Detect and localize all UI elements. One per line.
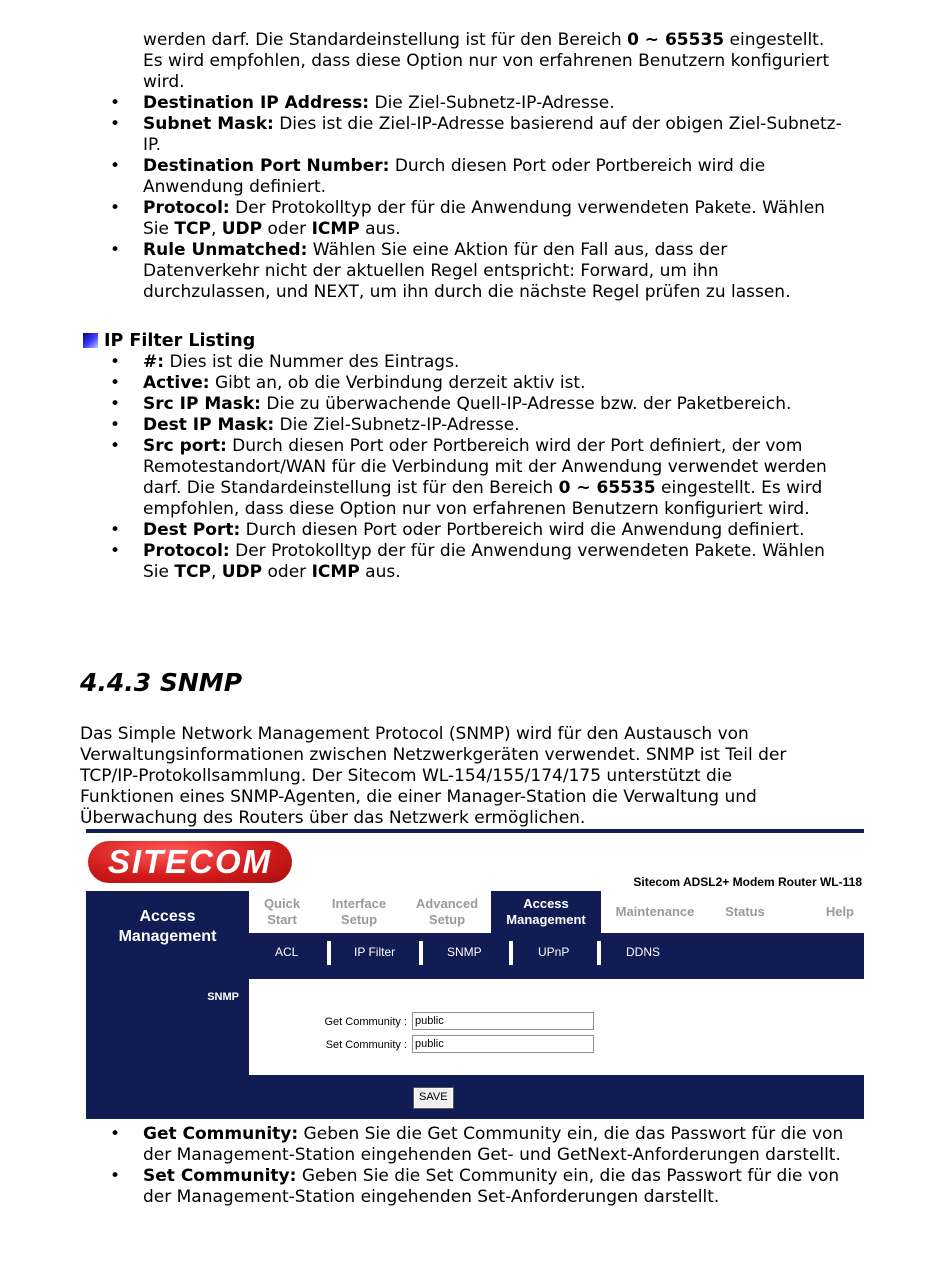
sitecom-logo: SITECOM <box>88 841 292 883</box>
list-item: Src port: Durch diesen Port oder Portbereich wird der Port definiert, der vom <box>143 436 803 456</box>
tab-status[interactable]: Status <box>725 904 765 919</box>
bullet: • <box>110 436 121 456</box>
list-item: #: Dies ist die Nummer des Eintrags. <box>143 352 460 372</box>
side-column <box>86 979 249 1119</box>
subnav-separator <box>509 941 513 965</box>
list-item-cont: Datenverkehr nicht der aktuellen Regel entspricht: Forward, um ihn <box>143 261 719 281</box>
top-rule <box>86 829 864 833</box>
bullet: • <box>110 156 121 176</box>
bullet: • <box>110 93 121 113</box>
list-item: Protocol: Der Protokolltyp der für die Anwendung verwendeten Pakete. Wählen <box>143 541 825 561</box>
list-item: Rule Unmatched: Wählen Sie eine Aktion für den Fall aus, dass der <box>143 240 728 260</box>
list-item-cont: empfohlen, dass diese Option nur von erfahrenen Benutzern konfiguriert wird. <box>143 499 810 519</box>
main-tabs <box>249 891 864 933</box>
subnav-separator <box>597 941 601 965</box>
list-item-cont: IP. <box>143 135 162 155</box>
list-item: Dest Port: Durch diesen Port oder Portbereich wird die Anwendung definiert. <box>143 520 805 540</box>
list-item: Src IP Mask: Die zu überwachende Quell-IP-Adresse bzw. der Paketbereich. <box>143 394 792 414</box>
side-label: SNMP <box>207 991 239 1003</box>
list-item: Active: Gibt an, ob die Verbindung derzeit aktiv ist. <box>143 373 586 393</box>
get-community-input[interactable] <box>412 1012 594 1030</box>
list-item-cont: darf. Die Standardeinstellung ist für den Bereich 0 ~ 65535 eingestellt. Es wird <box>143 478 823 498</box>
subnav-acl[interactable]: ACL <box>275 945 299 959</box>
subnav-snmp[interactable]: SNMP <box>447 945 482 959</box>
list-item: Destination IP Address: Die Ziel-Subnetz-IP-Adresse. <box>143 93 615 113</box>
subnav-ip-filter[interactable]: IP Filter <box>354 945 396 959</box>
sub-navigation <box>249 933 864 979</box>
list-item-cont: durchzulassen, und NEXT, um ihn durch die nächste Regel prüfen zu lassen. <box>143 282 791 302</box>
tab-quick-start[interactable]: Quick Start <box>263 896 301 927</box>
bullet: • <box>110 1124 121 1144</box>
list-item: Dest IP Mask: Die Ziel-Subnetz-IP-Adresse. <box>143 415 520 435</box>
tab-help[interactable]: Help <box>825 904 854 919</box>
list-item: Destination Port Number: Durch diesen Port oder Portbereich wird die <box>143 156 766 176</box>
bullet: • <box>110 373 121 393</box>
paragraph-line: Funktionen eines SNMP-Agenten, die einer Manager-Station die Verwaltung und <box>80 787 757 807</box>
list-item: Get Community: Geben Sie die Get Community ein, die das Passwort für die von <box>143 1124 844 1144</box>
bullet: • <box>110 415 121 435</box>
list-item-cont: Anwendung definiert. <box>143 177 327 197</box>
bullet: • <box>110 114 121 134</box>
subsection-heading: IP Filter Listing <box>104 331 256 351</box>
tab-maintenance[interactable]: Maintenance <box>615 904 695 919</box>
section-title-line: Access <box>139 908 196 925</box>
save-button[interactable]: SAVE <box>414 1088 453 1108</box>
tab-advanced-setup[interactable]: Advanced Setup <box>415 896 479 927</box>
bullet: • <box>110 541 121 561</box>
router-screenshot <box>86 829 864 1119</box>
list-item: Set Community: Geben Sie die Set Community ein, die das Passwort für die von <box>143 1166 840 1186</box>
set-community-label: Set Community : <box>325 1039 407 1051</box>
list-item-cont: Remotestandort/WAN für die Verbindung mit der Anwendung verwendet werden <box>143 457 827 477</box>
list-item: Subnet Mask: Dies ist die Ziel-IP-Adresse basierend auf der obigen Ziel-Subnetz- <box>143 114 842 134</box>
tab-interface-setup[interactable]: Interface Setup <box>331 896 387 927</box>
subnav-ddns[interactable]: DDNS <box>626 945 661 959</box>
protocol-choice-line: Sie TCP, UDP oder ICMP aus. <box>143 562 401 582</box>
model-name: Sitecom ADSL2+ Modem Router WL-118 <box>633 875 862 889</box>
protocol-choice-line: Sie TCP, UDP oder ICMP aus. <box>143 219 401 239</box>
button-bar <box>249 1075 864 1119</box>
list-item-cont: der Management-Station eingehenden Set-Anforderungen darstellt. <box>143 1187 720 1207</box>
paragraph-line: Überwachung des Routers über das Netzwerk ermöglichen. <box>80 808 586 828</box>
subnav-upnp[interactable]: UPnP <box>538 945 570 959</box>
set-community-input[interactable] <box>412 1035 594 1053</box>
bullet: • <box>110 352 121 372</box>
snmp-form <box>249 979 864 1075</box>
subnav-separator <box>327 941 331 965</box>
section-title-line: Management <box>118 928 217 945</box>
tab-access-management[interactable]: Access Management <box>491 891 601 933</box>
intro-line-1: werden darf. Die Standardeinstellung ist für den Bereich 0 ~ 65535 eingestellt. <box>143 30 825 50</box>
paragraph-line: TCP/IP-Protokollsammlung. Der Sitecom WL-154/155/174/175 unterstützt die <box>80 766 733 786</box>
bullet: • <box>110 520 121 540</box>
subnav-separator <box>419 941 423 965</box>
bullet: • <box>110 394 121 414</box>
section-heading: 4.4.3 SNMP <box>80 668 243 697</box>
intro-line-3: wird. <box>143 72 185 92</box>
get-community-label: Get Community : <box>324 1016 407 1028</box>
section-title <box>86 891 249 979</box>
intro-line-2: Es wird empfohlen, dass diese Option nur von erfahrenen Benutzern konfiguriert <box>143 51 830 71</box>
square-bullet-icon <box>83 333 98 348</box>
list-item: Protocol: Der Protokolltyp der für die Anwendung verwendeten Pakete. Wählen <box>143 198 825 218</box>
bullet: • <box>110 198 121 218</box>
paragraph-line: Verwaltungsinformationen zwischen Netzwerkgeräten verwendet. SNMP ist Teil der <box>80 745 787 765</box>
bullet: • <box>110 240 121 260</box>
paragraph-line: Das Simple Network Management Protocol (SNMP) wird für den Austausch von <box>80 724 749 744</box>
list-item-cont: der Management-Station eingehenden Get- und GetNext-Anforderungen darstellt. <box>143 1145 841 1165</box>
bullet: • <box>110 1166 121 1186</box>
